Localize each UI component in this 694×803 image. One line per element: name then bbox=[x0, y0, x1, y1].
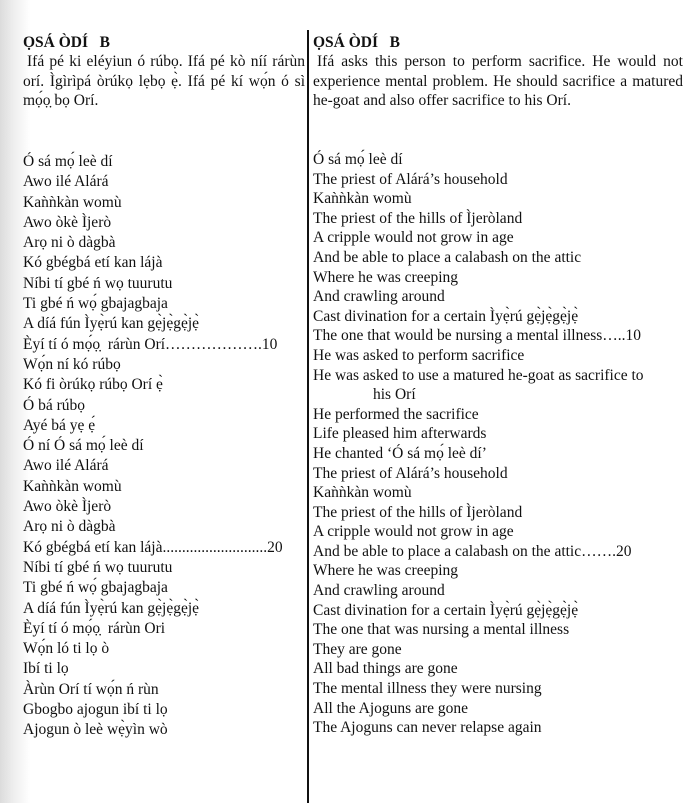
verse-line: Èyí tí ó mọ́ọ̣ rárùn Ori bbox=[23, 619, 166, 637]
verse-line: Ajogun ò leè wẹ̀yìn wò bbox=[23, 721, 168, 739]
verse-line: He was asked to use a matured he-goat as sacrifice to bbox=[313, 366, 644, 384]
verse-line: Arọ ni ò dàgbà bbox=[23, 234, 116, 252]
verse-line: Where he was creeping bbox=[313, 268, 459, 286]
verse-line: Awo ilé Alárá bbox=[23, 457, 109, 475]
verse-line: Kaǹǹkàn womù bbox=[23, 193, 122, 211]
verse-line: The priest of the hills of Ìjeròland bbox=[313, 503, 523, 521]
verse-line: Awo ilé Alárá bbox=[23, 173, 109, 191]
verse-line: Life pleased him afterwards bbox=[313, 425, 487, 443]
verse-line: Ó sá mọ́ leè dí bbox=[313, 151, 403, 168]
verse-line: Arọ ni ò dàgbà bbox=[23, 518, 116, 536]
verse-line: A cripple would not grow in age bbox=[313, 523, 514, 541]
yoruba-title: ỌSÁ ÒDÍ B bbox=[23, 34, 110, 51]
verse-line: Cast divination for a certain Ìyẹ̀rú gẹ̀jẹ̀gẹ̀jẹ̀ bbox=[313, 601, 579, 619]
verse-line: Where he was creeping bbox=[313, 562, 459, 580]
verse-line: The one that would be nursing a mental illness…..10 bbox=[313, 327, 642, 345]
verse-line: Àrùn Orí tí wọ́n ń rùn bbox=[23, 680, 159, 698]
verse-line: Ti gbé ń wọ́ gbajagbaja bbox=[23, 295, 168, 313]
verse-line: And be able to place a calabash on the attic…….20 bbox=[313, 542, 632, 560]
verse-line: And be able to place a calabash on the attic bbox=[313, 248, 582, 266]
verse-line: All the Ajoguns are gone bbox=[313, 699, 468, 717]
verse-line: He performed the sacrifice bbox=[313, 405, 479, 423]
verse-line: Kó gbégbá etí kan lájà bbox=[23, 254, 163, 272]
column-divider bbox=[307, 30, 309, 803]
verse-line: Ti gbé ń wọ́ gbajagbaja bbox=[23, 579, 168, 597]
verse-line: Gbogbo ajogun ibí ti lọ bbox=[23, 701, 168, 719]
english-verses bbox=[313, 150, 644, 738]
verse-line: And crawling around bbox=[313, 582, 445, 600]
verse-line: He was asked to perform sacrifice bbox=[313, 346, 525, 364]
verse-line: Awo òkè Ìjerò bbox=[23, 213, 112, 231]
verse-line: The priest of the hills of Ìjeròland bbox=[313, 209, 523, 227]
verse-line: A díá fún Ìyẹ̀rú kan gẹ̀jẹ̀gẹ̀jẹ̀ bbox=[23, 599, 200, 617]
verse-line: Kaǹǹkàn womù bbox=[313, 484, 412, 502]
verse-line: The Ajoguns can never relapse again bbox=[313, 719, 542, 737]
verse-line: Wọ́n ní kó rúbọ bbox=[23, 355, 121, 373]
verse-line: Níbi tí gbé ń wọ tuurutu bbox=[23, 274, 173, 292]
verse-line: Ibí ti lọ bbox=[23, 660, 69, 678]
verse-line: The one that was nursing a mental illness bbox=[313, 621, 570, 639]
verse-line: Awo òkè Ìjerò bbox=[23, 498, 112, 516]
verse-line: his Orí bbox=[373, 386, 416, 404]
verse-line: A díá fún Ìyẹ̀rú kan gẹ̀jẹ̀gẹ̀jẹ̀ bbox=[23, 315, 200, 333]
verse-line: He chanted ‘Ó sá mọ́ leè dí’ bbox=[313, 444, 487, 462]
yoruba-intro: Ifá pé ki eléyiun ó rúbọ. Ifá pé kò níí rárùn orí. Ìgìrìpá òrúkọ lẹbọ ẹ̀. Ifá pé kí wọ́n ó sì mọ́ọ̣ bọ Orí. bbox=[23, 53, 305, 109]
verse-line: Kaǹǹkàn womù bbox=[23, 477, 122, 495]
verse-line: And crawling around bbox=[313, 288, 445, 306]
verse-line: All bad things are gone bbox=[313, 660, 458, 678]
verse-line: Èyí tí ó mọ́ọ̣ rárùn Orí……………….10 bbox=[23, 335, 278, 353]
verse-line: A cripple would not grow in age bbox=[313, 229, 514, 247]
verse-line: Ó bá rúbọ bbox=[23, 396, 85, 414]
verse-line: They are gone bbox=[313, 640, 402, 658]
verse-line: The priest of Alárá’s household bbox=[313, 464, 508, 482]
verse-line: Ó ní Ó sá mọ́ leè dí bbox=[23, 437, 144, 455]
english-title: ỌSÁ ÒDÍ B bbox=[313, 34, 400, 51]
verse-line: Níbi tí gbé ń wọ tuurutu bbox=[23, 558, 173, 576]
verse-line: Kó fi òrúkọ rúbọ Orí ẹ̀ bbox=[23, 376, 163, 394]
verse-line: The priest of Alárá’s household bbox=[313, 170, 508, 188]
verse-line: The mental illness they were nursing bbox=[313, 680, 542, 698]
verse-line: Ayé bá yẹ ẹ́ bbox=[23, 416, 96, 434]
yoruba-verses bbox=[23, 152, 283, 741]
english-intro: Ifá asks this person to perform sacrifice. He would not experience mental problem. He should sacrifice a matured he-goat and also offer sacrifice to his Orí. bbox=[313, 53, 683, 109]
verse-line: Cast divination for a certain Ìyẹ̀rú gẹ̀jẹ̀gẹ̀jẹ̀ bbox=[313, 307, 579, 325]
verse-line: Ó sá mọ́ leè dí bbox=[23, 153, 113, 170]
verse-line: Kó gbégbá etí kan lájà...........................20 bbox=[23, 538, 283, 556]
yoruba-column bbox=[23, 34, 305, 739]
verse-line: Kaǹǹkàn womù bbox=[313, 190, 412, 208]
english-column bbox=[313, 34, 683, 737]
verse-line: Wọ́n ló ti lọ ò bbox=[23, 640, 110, 658]
